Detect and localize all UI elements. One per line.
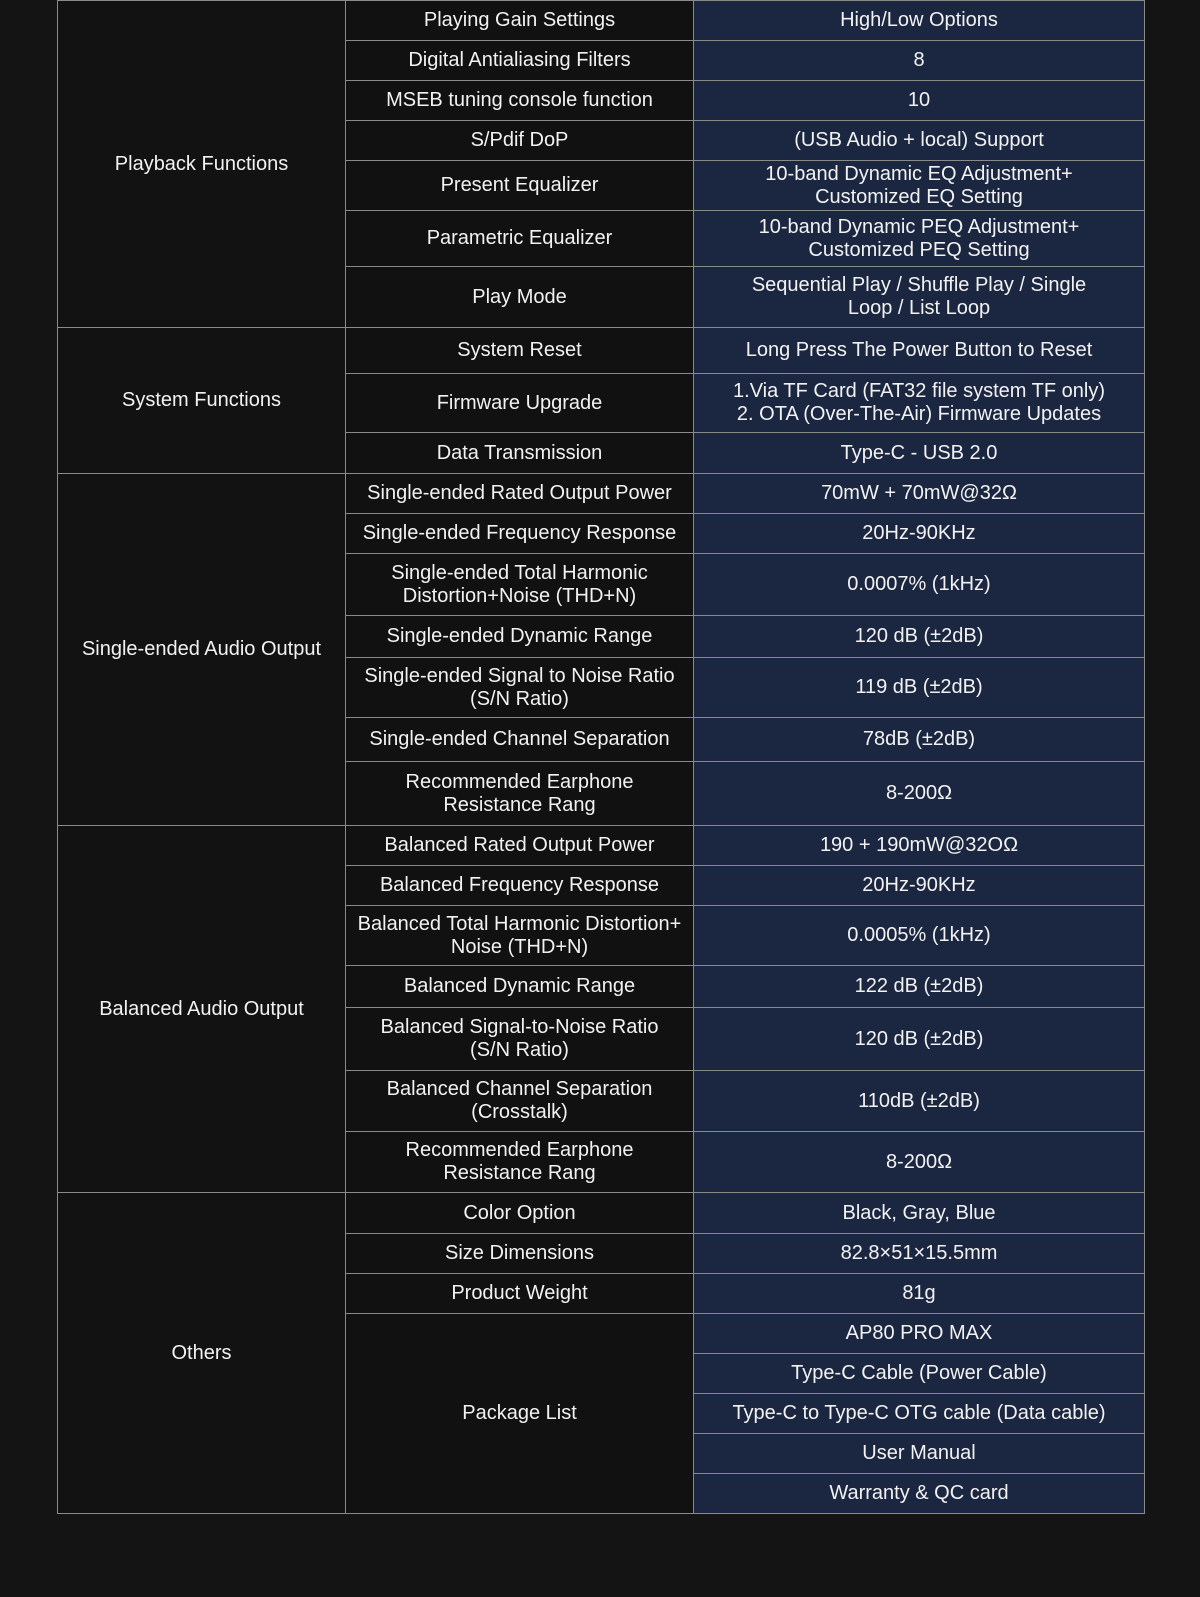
group-name-playback-functions: Playback Functions [58, 1, 346, 328]
spec-label: MSEB tuning console function [346, 81, 694, 121]
spec-value: 110dB (±2dB) [694, 1071, 1145, 1132]
spec-label: Balanced Channel Separation (Crosstalk) [346, 1071, 694, 1132]
spec-label: Present Equalizer [346, 161, 694, 211]
spec-label: Size Dimensions [346, 1234, 694, 1274]
spec-value: 81g [694, 1274, 1145, 1314]
spec-value: 119 dB (±2dB) [694, 658, 1145, 718]
spec-value: 78dB (±2dB) [694, 718, 1145, 762]
table-row [58, 1193, 1145, 1234]
spec-label: Balanced Dynamic Range [346, 966, 694, 1008]
spec-value: 0.0007% (1kHz) [694, 554, 1145, 616]
spec-label: Recommended Earphone Resistance Rang [346, 762, 694, 826]
spec-value: AP80 PRO MAX [694, 1314, 1145, 1354]
group-name-others: Others [58, 1193, 346, 1514]
spec-value: 120 dB (±2dB) [694, 1008, 1145, 1071]
spec-label: Balanced Total Harmonic Distortion+ Noise (THD+N) [346, 906, 694, 966]
spec-value: 20Hz-90KHz [694, 514, 1145, 554]
spec-label: Product Weight [346, 1274, 694, 1314]
spec-label: Single-ended Dynamic Range [346, 616, 694, 658]
spec-value: High/Low Options [694, 1, 1145, 41]
spec-label: Single-ended Rated Output Power [346, 474, 694, 514]
spec-value: Type-C to Type-C OTG cable (Data cable) [694, 1394, 1145, 1434]
spec-table-body [58, 1, 1145, 1514]
table-row [58, 474, 1145, 514]
spec-label: Balanced Frequency Response [346, 866, 694, 906]
spec-value: 10-band Dynamic PEQ Adjustment+ Customized PEQ Setting [694, 211, 1145, 267]
spec-label: Parametric Equalizer [346, 211, 694, 267]
table-row [58, 1, 1145, 41]
spec-value: 10-band Dynamic EQ Adjustment+ Customized EQ Setting [694, 161, 1145, 211]
table-row [58, 826, 1145, 866]
spec-value: Long Press The Power Button to Reset [694, 328, 1145, 374]
spec-value: Sequential Play / Shuffle Play / Single Loop / List Loop [694, 267, 1145, 328]
spec-value: Black, Gray, Blue [694, 1193, 1145, 1234]
spec-label: Data Transmission [346, 433, 694, 474]
spec-value: 1.Via TF Card (FAT32 file system TF only) 2. OTA (Over-The-Air) Firmware Updates [694, 374, 1145, 433]
spec-label: Play Mode [346, 267, 694, 328]
spec-value: 0.0005% (1kHz) [694, 906, 1145, 966]
spec-label: Single-ended Signal to Noise Ratio (S/N Ratio) [346, 658, 694, 718]
table-row [58, 328, 1145, 374]
spec-value: Type-C - USB 2.0 [694, 433, 1145, 474]
spec-label: Balanced Signal-to-Noise Ratio (S/N Ratio) [346, 1008, 694, 1071]
spec-label: Package List [346, 1314, 694, 1514]
spec-table [57, 0, 1145, 1514]
spec-label: Digital Antialiasing Filters [346, 41, 694, 81]
spec-value: Warranty & QC card [694, 1474, 1145, 1514]
spec-label: Single-ended Channel Separation [346, 718, 694, 762]
spec-value: Type-C Cable (Power Cable) [694, 1354, 1145, 1394]
spec-value: 70mW + 70mW@32Ω [694, 474, 1145, 514]
group-name-system-functions: System Functions [58, 328, 346, 474]
group-name-balanced-audio-output: Balanced Audio Output [58, 826, 346, 1193]
spec-value: 8-200Ω [694, 762, 1145, 826]
spec-label: Color Option [346, 1193, 694, 1234]
spec-value: 120 dB (±2dB) [694, 616, 1145, 658]
spec-label: Single-ended Total Harmonic Distortion+Noise (THD+N) [346, 554, 694, 616]
spec-value: 20Hz-90KHz [694, 866, 1145, 906]
spec-label: Playing Gain Settings [346, 1, 694, 41]
spec-value: User Manual [694, 1434, 1145, 1474]
spec-value: 8 [694, 41, 1145, 81]
spec-value: 190 + 190mW@32OΩ [694, 826, 1145, 866]
spec-label: Single-ended Frequency Response [346, 514, 694, 554]
spec-value: 122 dB (±2dB) [694, 966, 1145, 1008]
spec-value: 10 [694, 81, 1145, 121]
spec-label: Firmware Upgrade [346, 374, 694, 433]
spec-label: System Reset [346, 328, 694, 374]
spec-value: (USB Audio + local) Support [694, 121, 1145, 161]
spec-value: 8-200Ω [694, 1132, 1145, 1193]
spec-label: Recommended Earphone Resistance Rang [346, 1132, 694, 1193]
group-name-single-ended-audio-output: Single-ended Audio Output [58, 474, 346, 826]
spec-value: 82.8×51×15.5mm [694, 1234, 1145, 1274]
spec-label: S/Pdif DoP [346, 121, 694, 161]
spec-label: Balanced Rated Output Power [346, 826, 694, 866]
